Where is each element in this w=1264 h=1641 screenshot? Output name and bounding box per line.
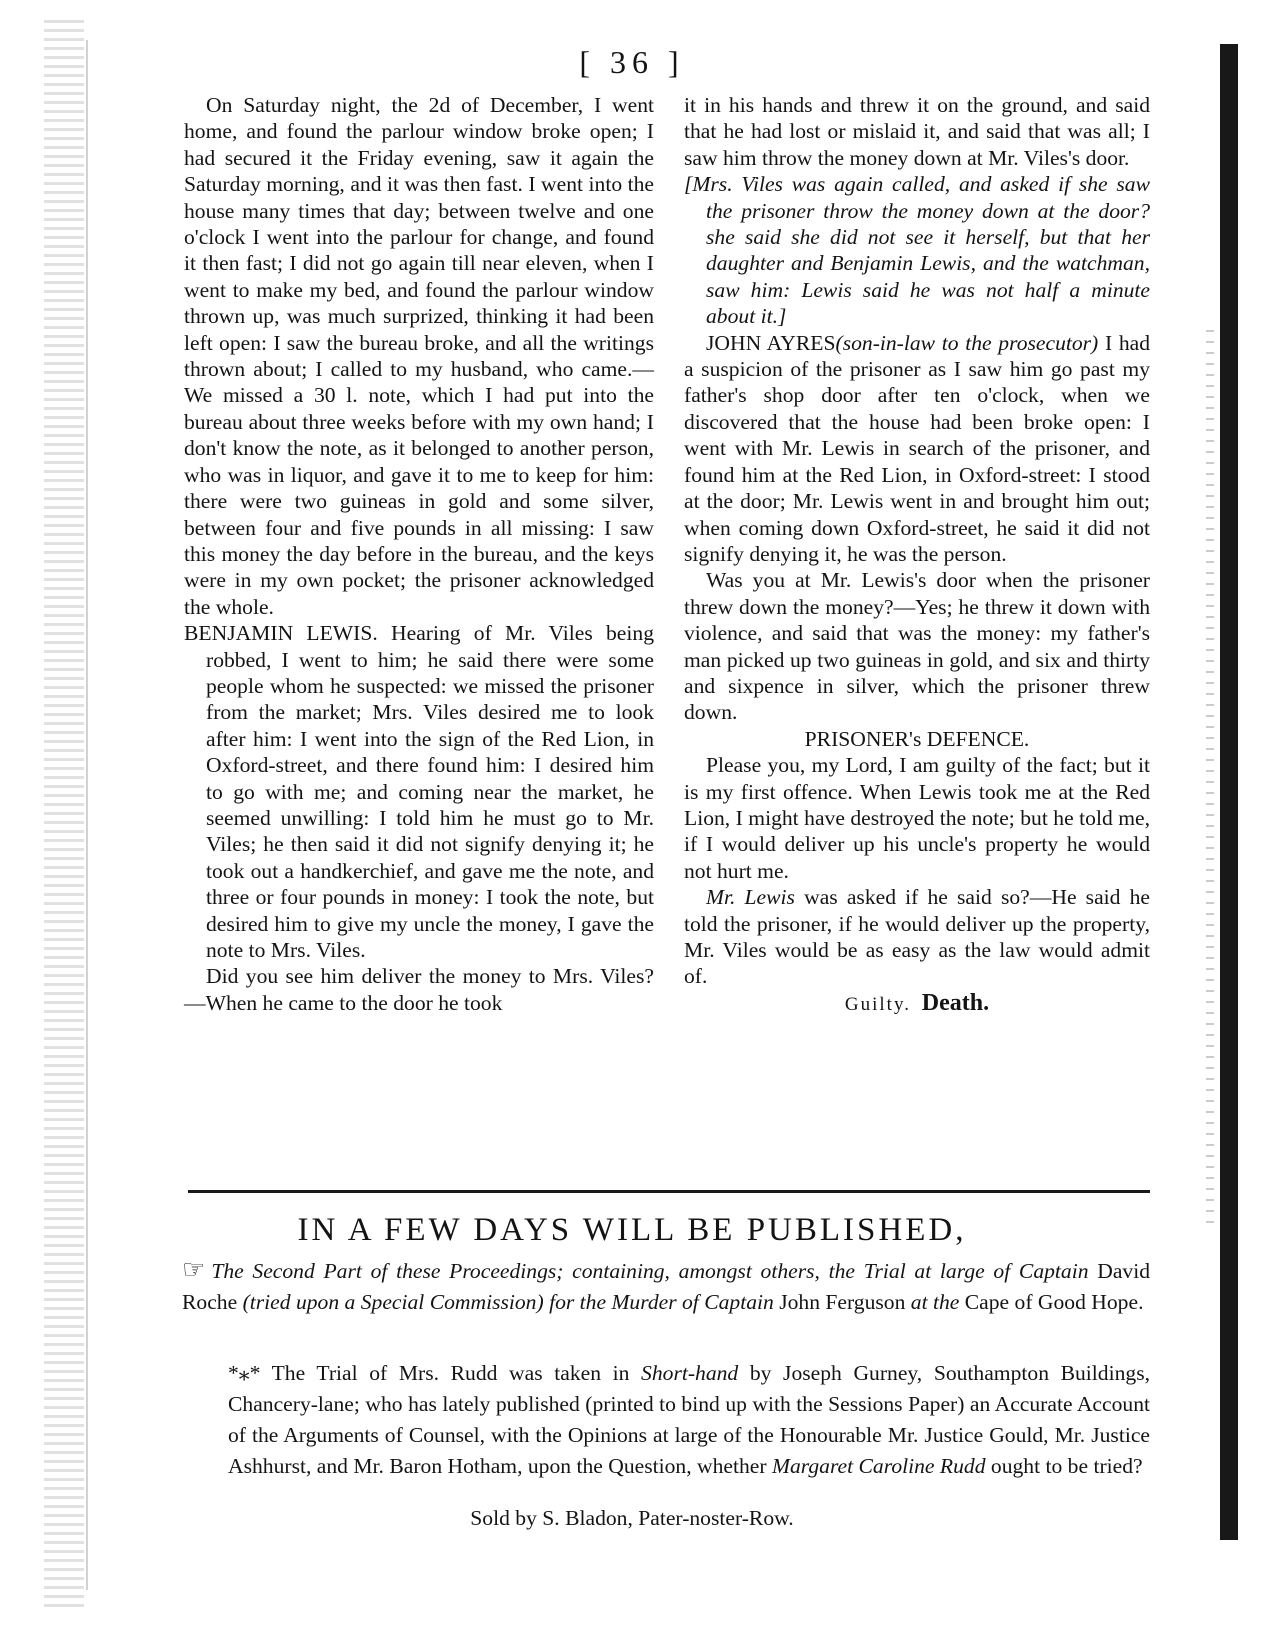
witness-name: JOHN AYRES	[706, 330, 836, 355]
advert-name-ferguson: John Ferguson	[773, 1290, 911, 1314]
note-text-1: The Trial of Mrs. Rudd was taken in	[260, 1361, 642, 1385]
defence-heading: PRISONER's DEFENCE.	[804, 726, 1030, 751]
verdict-line	[684, 990, 1150, 1018]
asterism-icon: *⁎*	[228, 1361, 261, 1385]
lewis-asked-text: was asked if he said so?—He said he told the prisoner, if he would deliver up the property, Mr. Viles would be as easy as the law would admit of.	[684, 885, 1150, 989]
question-paragraph: Was you at Mr. Lewis's door when the prisoner threw down the money?—Yes; he threw it down with violence, and said that was the money: my father's man picked up two guineas in gold, and six and thirty and sixpence in silver, which the prisoner threw down.	[684, 568, 1150, 725]
lewis-name: Mr. Lewis	[706, 885, 795, 910]
lewis-asked-paragraph	[684, 884, 1150, 990]
advert-lead: The Second Part of these Proceedings; containing, amongst others, the Trial at large of Captain	[211, 1259, 1089, 1283]
note-defendant: Margaret Caroline Rudd	[771, 1454, 986, 1478]
binding-edge	[44, 20, 84, 1610]
rudd-trial-note	[228, 1358, 1150, 1482]
section-divider	[188, 1190, 1150, 1193]
verdict-guilty: Guilty.	[844, 993, 911, 1015]
advert-mid: (tried upon a Special Commission) for the Murder of Captain	[242, 1290, 774, 1314]
defence-paragraph: Please you, my Lord, I am guilty of the fact; but it is my first offence. When Lewis took me at the Red Lion, I might have destroyed the note; but he told me, if I would deliver up his uncle's property he would not hurt me.	[684, 753, 1150, 883]
scan-edge-bar	[1220, 44, 1238, 1540]
witness-role: (son-in-law to the prosecutor)	[835, 330, 1099, 355]
testimony-paragraph: On Saturday night, the 2d of December, I went home, and found the parlour window broke open; I had secured it the Friday evening, saw it again the Saturday morning, and it was then fast. I went into the house many times that day; between twelve and one o'clock I went into the parlour for change, and found it then fast; I did not go again till near eleven, when I went to make my bed, and found the parlour window thrown up, was much surprized, thinking it had been left open: I saw the bureau broke, and all the writings thrown about; I called to my husband, who came.—We missed a 30 l. note, which I had put into the bureau about three weeks before with my own hand; I don't know the note, as it belonged to another person, who was in liquor, and gave it to me to keep for him: there were two guineas in gold and some silver, between four and five pounds in all missing: I saw this money the day before in the bureau, and the keys were in my own pocket; the prisoner acknowledged the whole.	[184, 93, 654, 619]
ayres-testimony-text: I had a suspicion of the prisoner as I saw him go past my father's shop door after ten o'clock, when we discovered that the house had been broke open: I went with Mr. Lewis in search of the prisoner, and found him at the Red Lion, in Oxford-street: I stood at the door; Mr. Lewis went in and brought him out; when coming down Oxford-street, he said it did not signify denying it, he was the person.	[684, 330, 1151, 566]
pointing-hand-icon: ☞	[182, 1255, 206, 1284]
advert-place: Cape of Good Hope.	[959, 1290, 1144, 1314]
sold-by-line: Sold by S. Bladon, Pater-noster-Row.	[470, 1506, 794, 1530]
note-shorthand: Short-hand	[641, 1361, 739, 1385]
question-paragraph: Did you see him deliver the money to Mrs. Viles?—When he came to the door he took	[184, 964, 654, 1015]
advert-at-the: at the	[910, 1290, 960, 1314]
scan-specks	[1206, 330, 1214, 1230]
lewis-testimony-paragraph: BENJAMIN LEWIS. Hearing of Mr. Viles being robbed, I went to him; he said there were some people whom he suspected: we missed the prisoner from the market; Mrs. Viles desired me to look after him: I went into the sign of the Red Lion, in Oxford-street, and there found him: I desired him to go with me; and coming near the market, he seemed unwilling: I told him he must go to Mr. Viles; he then said it did not signify denying it; he took out a handkerchief, and gave me the note, and three or four pounds in money: I took the note, but desired him to give my uncle the money, I gave the note to Mrs. Viles.	[184, 621, 654, 962]
bracket-note: [Mrs. Viles was again called, and asked if she saw the prisoner throw the money down at the door? she said she did not see it herself, but that her daughter and Benjamin Lewis, and the watchman, saw him: Lewis said he was not half a minute about it.]	[684, 172, 1150, 329]
binding-rule	[86, 40, 88, 1590]
continuation-paragraph: it in his hands and threw it on the ground, and said that he had lost or mislaid it, and said that was all; I saw him throw the money down at Mr. Viles's door.	[684, 93, 1150, 170]
note-text-2: by Joseph Gurney, Southampton Buildings, Chancery-lane; who has lately published (printed to bind up with the Sessions Paper) an Accurate Account of the Arguments of Counsel, with the Opinions at large of the Honourable Mr. Justice Gould, Mr. Justice Ashhurst, and Mr. Baron Hotham, upon the Question, whether	[228, 1361, 1150, 1478]
page-number: [ 36 ]	[579, 44, 685, 80]
advert-paragraph	[182, 1254, 1150, 1318]
left-column	[184, 92, 654, 1016]
note-text-3: ought to be tried?	[985, 1454, 1143, 1478]
right-column	[684, 92, 1150, 1018]
verdict-sentence: Death.	[921, 989, 990, 1016]
advert-name-roche: David Roche	[182, 1259, 1150, 1314]
advert-title: IN A FEW DAYS WILL BE PUBLISHED,	[297, 1212, 967, 1248]
ayres-testimony-paragraph	[684, 330, 1150, 568]
